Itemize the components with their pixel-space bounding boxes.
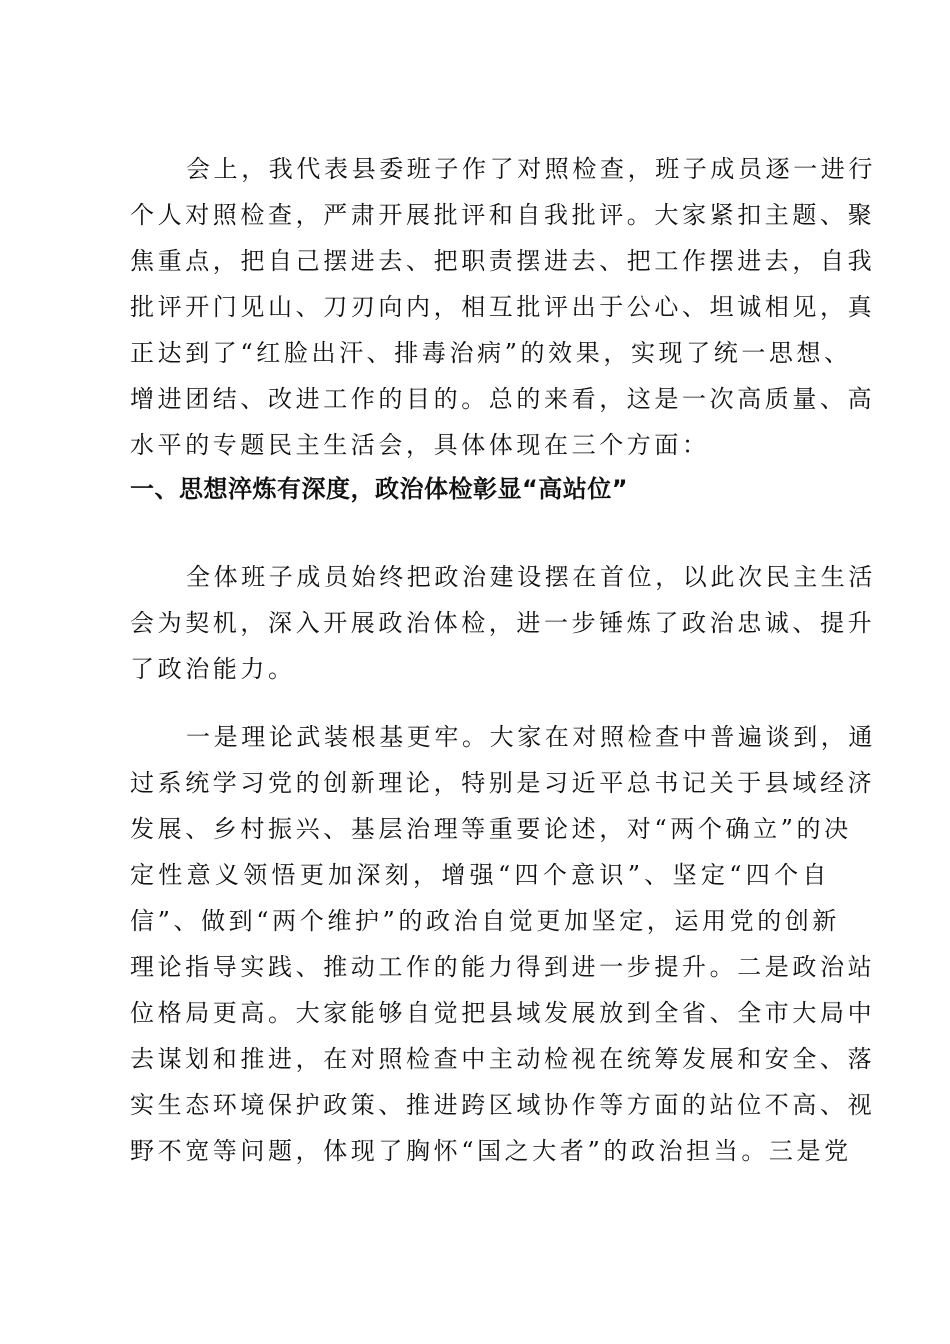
- body-line: 批评开门见山、刀刃向内，相互批评出于公心、坦诚相见，真: [130, 293, 876, 321]
- body-line: 过系统学习党的创新理论，特别是习近平总书记关于县域经济: [130, 769, 876, 797]
- body-line: 实生态环境保护政策、推进跨区域协作等方面的站位不高、视: [130, 1091, 876, 1119]
- body-line: 信”、做到“两个维护”的政治自觉更加坚定，运用党的创新: [130, 907, 841, 935]
- body-line: 水平的专题民主生活会，具体体现在三个方面：: [130, 431, 710, 459]
- body-line: 增进团结、改进工作的目的。总的来看，这是一次高质量、高: [130, 385, 876, 413]
- body-line: 理论指导实践、推动工作的能力得到进一步提升。二是政治站: [130, 953, 876, 981]
- body-line: 定性意义领悟更加深刻，增强“四个意识”、坚定“四个自: [130, 861, 830, 889]
- body-line: 位格局更高。大家能够自觉把县域发展放到全省、全市大局中: [130, 999, 876, 1027]
- body-line: 发展、乡村振兴、基层治理等重要论述，对“两个确立”的决: [130, 815, 852, 843]
- body-line: 了政治能力。: [130, 655, 296, 683]
- section-heading: 一、思想淬炼有深度，政治体检彰显“高站位”: [130, 475, 629, 503]
- body-line: 正达到了“红脸出汗、排毒治病”的效果，实现了统一思想、: [130, 339, 852, 367]
- body-line: 个人对照检查，严肃开展批评和自我批评。大家紧扣主题、聚: [130, 201, 876, 229]
- body-line: 会为契机，深入开展政治体检，进一步锤炼了政治忠诚、提升: [130, 609, 876, 637]
- body-line: 焦重点，把自己摆进去、把职责摆进去、把工作摆进去，自我: [130, 247, 876, 275]
- body-line: 全体班子成员始终把政治建设摆在首位，以此次民主生活: [186, 563, 876, 591]
- body-line: 野不宽等问题，体现了胸怀“国之大者”的政治担当。三是党: [130, 1137, 852, 1165]
- body-line: 一是理论武装根基更牢。大家在对照检查中普遍谈到，通: [186, 723, 876, 751]
- body-line: 会上，我代表县委班子作了对照检查，班子成员逐一进行: [186, 155, 876, 183]
- body-line: 去谋划和推进，在对照检查中主动检视在统筹发展和安全、落: [130, 1045, 876, 1073]
